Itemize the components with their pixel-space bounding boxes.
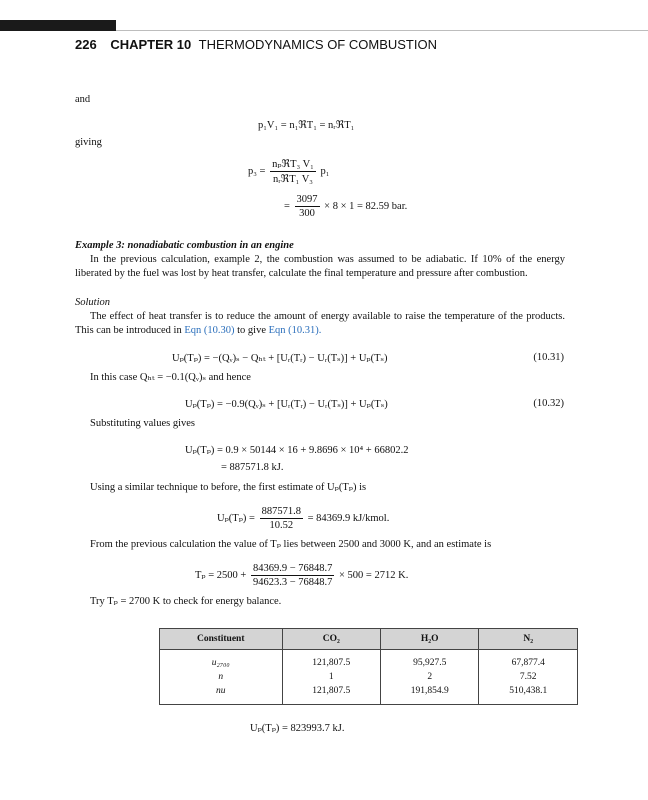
table-cell: 2 xyxy=(381,670,479,684)
p3-result-fraction xyxy=(295,194,320,219)
table-cell: 121,807.5 xyxy=(282,650,380,671)
up-numerator: 887571.8 xyxy=(261,506,301,517)
p3-tail: p₁ xyxy=(320,165,330,177)
table-cell: 95,927.5 xyxy=(381,650,479,671)
table-header: Constituent xyxy=(160,629,283,650)
table-row xyxy=(160,670,578,684)
p3-result-numerator: 3097 xyxy=(296,194,318,205)
equation-substituted-result: = 887571.8 kJ. xyxy=(221,462,284,473)
up-tail: = 84369.9 kJ/kmol. xyxy=(307,512,390,524)
equation-tp-estimate xyxy=(195,563,408,588)
word-giving: giving xyxy=(75,137,102,148)
text-from-previous: From the previous calculation the value of Tₚ lies between 2500 and 3000 K, and an estimate is xyxy=(90,539,492,550)
table-header: CO₂ xyxy=(282,629,380,650)
chapter-label: CHAPTER 10 xyxy=(110,37,192,52)
header-rule xyxy=(116,30,648,31)
p3-result-tail: × 8 × 1 = 82.59 bar. xyxy=(324,200,408,212)
equation-p3-result xyxy=(284,194,407,219)
solution-text-b: to give xyxy=(234,325,269,336)
tp-tail: × 500 = 2712 K. xyxy=(339,569,409,581)
table-cell: nu xyxy=(160,684,283,705)
equation-number-10-31: (10.31) xyxy=(533,352,564,363)
solution-paragraph xyxy=(75,310,565,338)
text-try-tp: Try Tₚ = 2700 K to check for energy balance. xyxy=(90,596,282,607)
table-row xyxy=(160,650,578,671)
table-cell: u₂₇₀₀ xyxy=(160,650,283,671)
equation-ideal-gas: p₁V₁ = n₁ℜT₁ = nᵣℜT₁ xyxy=(258,120,355,131)
chapter-title: THERMODYNAMICS OF COMBUSTION xyxy=(198,37,437,52)
page-number: 226 xyxy=(75,37,97,52)
example-title: Example 3: nonadiabatic combustion in an engine xyxy=(75,240,294,251)
equation-number-10-32: (10.32) xyxy=(533,398,564,409)
header-bar xyxy=(0,20,116,31)
solution-text-a: The effect of heat transfer is to reduce the amount of energy available to raise the temperature of the products. This can be introduced in xyxy=(75,311,565,336)
tp-lhs: Tₚ = 2500 + xyxy=(195,569,247,581)
p3-result-eq: = xyxy=(284,200,290,212)
tp-numerator: 84369.9 − 76848.7 xyxy=(252,563,333,574)
table-cell: 191,854.9 xyxy=(381,684,479,705)
table-cell: 1 xyxy=(282,670,380,684)
p3-lhs: p₃ = xyxy=(248,165,266,177)
p3-numerator: nₚℜT₃ V₁ xyxy=(272,159,314,170)
table-cell: 121,807.5 xyxy=(282,684,380,705)
table-cell: 510,438.1 xyxy=(479,684,578,705)
text-using-similar: Using a similar technique to before, the first estimate of Uₚ(Tₚ) is xyxy=(90,482,367,493)
table-header-row xyxy=(160,629,578,650)
link-eqn-10-31[interactable]: Eqn (10.31). xyxy=(268,325,322,336)
table-cell: n xyxy=(160,670,283,684)
up-denominator: 10.52 xyxy=(269,520,294,531)
energy-balance-table xyxy=(159,628,578,705)
equation-p3 xyxy=(248,158,329,185)
p3-denominator: nᵣℜT₁ V₃ xyxy=(272,174,313,185)
p3-fraction xyxy=(270,158,316,185)
up-lhs: Uₚ(Tₚ) = xyxy=(217,512,255,524)
table-cell: 67,877.4 xyxy=(479,650,578,671)
example-paragraph: In the previous calculation, example 2, the combustion was assumed to be adiabatic. If 10% of the energy liberated by the fuel was lost by heat transfer, calculate the final temperature and pressure after combustion. xyxy=(75,254,565,279)
equation-substituted: Uₚ(Tₚ) = 0.9 × 50144 × 16 + 9.8696 × 10⁴ + 66802.2 xyxy=(185,445,409,456)
equation-10-31: Uₚ(Tₚ) = −(Qᵥ)ₛ − Qₕₜ + [Uᵣ(Tᵣ) − Uᵣ(Tₛ)] + Uₚ(Tₛ) xyxy=(172,353,388,364)
text-in-this-case: In this case Qₕₜ = −0.1(Qᵥ)ₛ and hence xyxy=(90,372,251,383)
tp-fraction xyxy=(251,563,334,588)
equation-final: Uₚ(Tₚ) = 823993.7 kJ. xyxy=(250,723,345,734)
up-fraction xyxy=(260,506,303,531)
table-header: N₂ xyxy=(479,629,578,650)
table-header: H₂O xyxy=(381,629,479,650)
table-row xyxy=(160,684,578,705)
solution-label-text: Solution xyxy=(75,297,111,308)
text-substituting: Substituting values gives xyxy=(90,418,195,429)
link-eqn-10-30[interactable]: Eqn (10.30) xyxy=(184,325,235,336)
solution-label xyxy=(75,296,110,310)
table-cell: 7.52 xyxy=(479,670,578,684)
page-header xyxy=(75,37,437,52)
word-and: and xyxy=(75,94,91,105)
equation-10-32: Uₚ(Tₚ) = −0.9(Qᵥ)ₛ + [Uᵣ(Tᵣ) − Uᵣ(Tₛ)] + Uₚ(Tₛ) xyxy=(185,399,388,410)
tp-denominator: 94623.3 − 76848.7 xyxy=(252,577,333,588)
equation-first-estimate xyxy=(217,506,389,531)
p3-result-denominator: 300 xyxy=(299,208,315,219)
